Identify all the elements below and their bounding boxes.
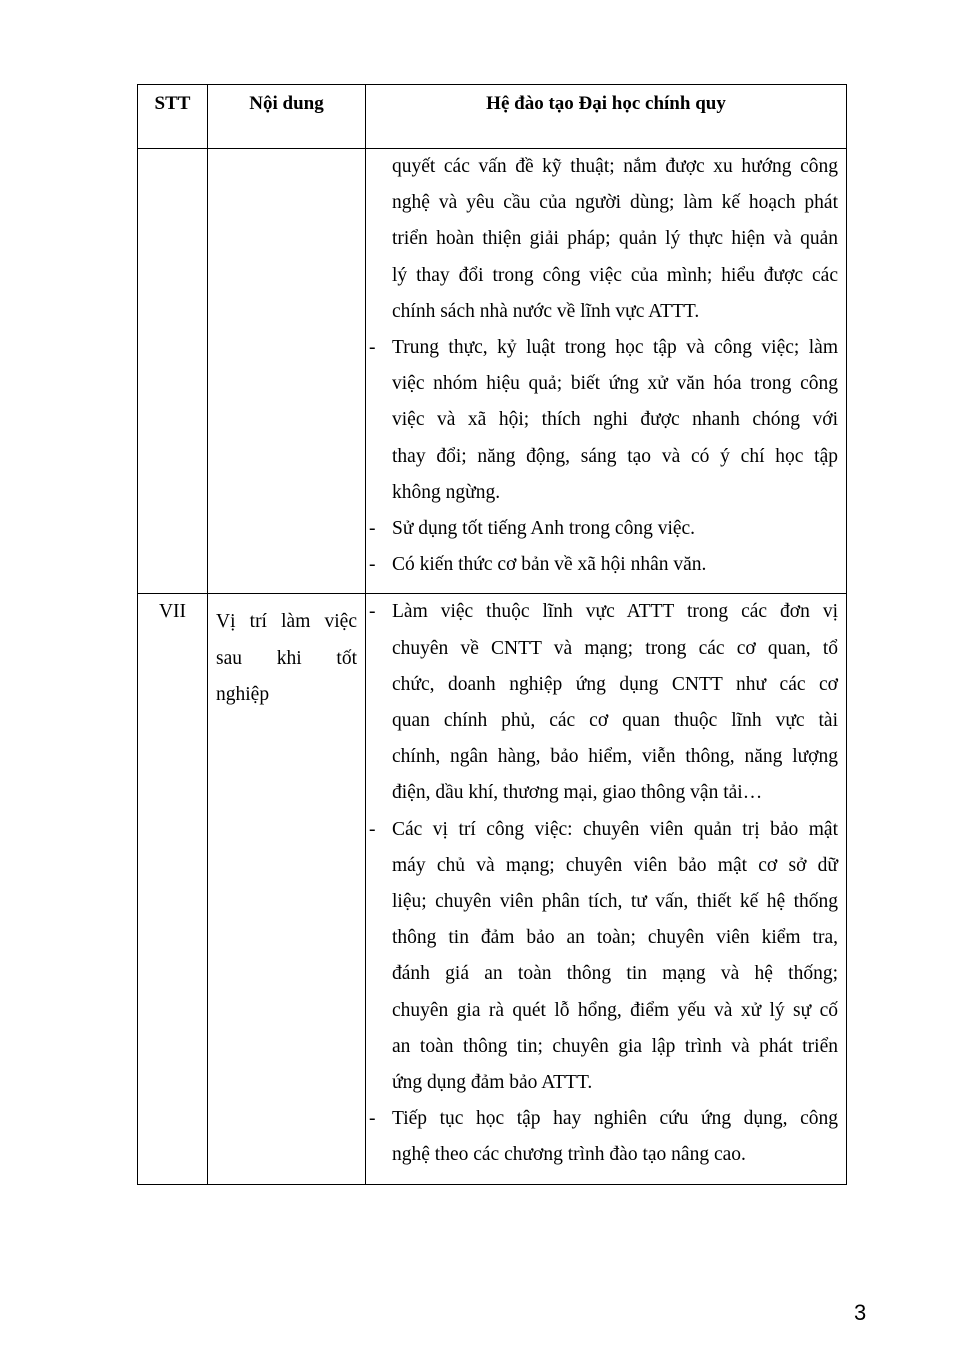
bullet-dash: - — [369, 337, 376, 359]
text-line: chức, doanh nghiệp ứng dụng CNTT như các cơ — [392, 673, 838, 695]
text-line: Làm việc thuộc lĩnh vực ATTT trong các đơn vị — [392, 601, 838, 623]
text-line: Trung thực, kỷ luật trong học tập và công việc; làm — [392, 337, 838, 359]
table-header-row — [138, 85, 847, 149]
text-line: việc và xã hội; thích nghi được nhanh chóng với — [392, 409, 838, 431]
text-line: triển hoàn thiện giải pháp; quản lý thực hiện và quản — [392, 228, 838, 250]
text-line: thông tin đảm bảo an toàn; chuyên viên kiểm tra, — [392, 927, 838, 949]
text-line: Có kiến thức cơ bản về xã hội nhân văn. — [392, 554, 707, 576]
text-line: Tiếp tục học tập hay nghiên cứu ứng dụng, công — [392, 1108, 838, 1130]
text-line: đánh giá an toàn thông tin mạng và hệ thống; — [392, 963, 838, 985]
row1-content-cell — [366, 149, 847, 594]
text-line: quyết các vấn đề kỹ thuật; nắm được xu hướng công — [392, 156, 838, 177]
row1-noi-dung-cell — [208, 149, 366, 594]
row2-stt-cell — [138, 594, 208, 1184]
row1-stt-cell — [138, 149, 208, 594]
text-line: Các vị trí công việc: chuyên viên quản trị bảo mật — [392, 818, 838, 840]
text-line: sau khi tốt — [216, 647, 357, 669]
header-he-dao-tao: Hệ đào tạo Đại học chính quy — [366, 85, 847, 149]
bullet-dash: - — [369, 1108, 376, 1130]
text-line: Sử dụng tốt tiếng Anh trong công việc. — [392, 518, 696, 540]
text-line: điện, dầu khí, thương mại, giao thông vận tải… — [392, 782, 763, 804]
text-line: nghệ theo các chương trình đào tạo nâng cao. — [392, 1144, 746, 1166]
table-row — [138, 149, 847, 594]
text-line: nghiệp — [216, 683, 270, 705]
table-row — [138, 594, 847, 1184]
bullet-dash: - — [369, 518, 376, 540]
list-item — [366, 330, 838, 511]
text-line: việc nhóm hiệu quả; biết ứng xử văn hóa trong công — [392, 373, 838, 395]
row2-content-cell — [366, 594, 847, 1184]
row-number: VII — [158, 601, 187, 623]
text-line: thay đổi; năng động, sáng tạo và có ý chí học tập — [392, 445, 838, 467]
text-line: không ngừng. — [392, 481, 501, 503]
list-item — [366, 511, 838, 547]
bullet-dash: - — [369, 601, 376, 623]
bullet-dash: - — [369, 554, 376, 576]
list-item — [366, 594, 838, 811]
text-line: quan chính phủ, các cơ quan thuộc lĩnh vực tài — [392, 710, 838, 732]
text-line: nghệ và yêu cầu của người dùng; làm kế hoạch phát — [392, 192, 838, 214]
text-line: chuyên gia rà quét lỗ hổng, điểm yếu và xử lý sự cố — [392, 999, 838, 1021]
list-item — [366, 812, 838, 1102]
text-line: lý thay đổi trong công việc của mình; hiểu được các — [392, 264, 838, 286]
bullet-dash: - — [369, 818, 376, 840]
text-line: chính sách nhà nước về lĩnh vực ATTT. — [392, 300, 700, 322]
text-line: ứng dụng đảm bảo ATTT. — [392, 1072, 593, 1094]
text-line: Vị trí làm việc — [216, 611, 357, 633]
header-noi-dung: Nội dung — [208, 85, 366, 149]
continuation-paragraph — [366, 149, 838, 330]
text-line: liệu; chuyên viên phân tích, tư vấn, thiết kế hệ thống — [392, 891, 838, 913]
text-line: máy chủ và mạng; chuyên viên bảo mật cơ sở dữ — [392, 854, 838, 876]
text-line: an toàn thông tin; chuyên gia lập trình và phát triển — [392, 1035, 838, 1057]
page-number: 3 — [854, 1300, 867, 1325]
list-item — [366, 547, 838, 583]
text-line: chính, ngân hàng, bảo hiểm, viễn thông, năng lượng — [392, 746, 838, 768]
text-line: chuyên về CNTT và mạng; trong các cơ quan, tổ — [392, 637, 838, 659]
header-stt: STT — [138, 85, 208, 149]
program-table — [137, 84, 847, 1185]
row2-noi-dung-cell — [208, 594, 366, 1184]
list-item — [366, 1101, 838, 1173]
